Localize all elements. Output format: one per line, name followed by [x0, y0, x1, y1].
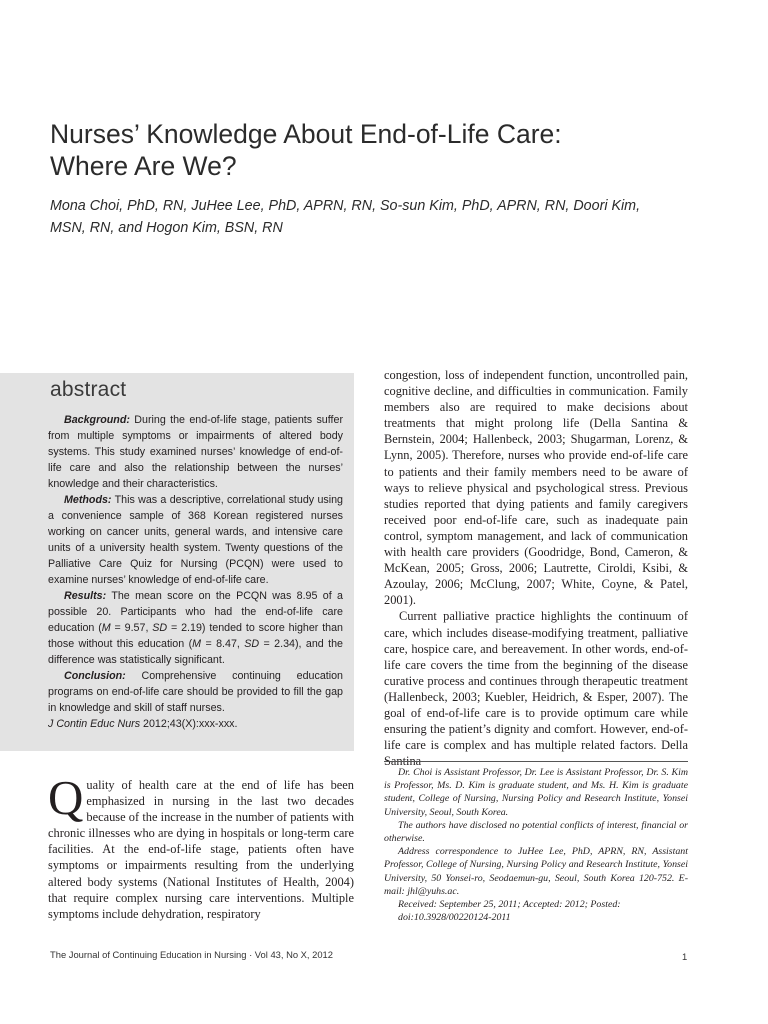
- article-title: [50, 118, 690, 182]
- abstract-body: [48, 412, 343, 732]
- results-label: Results:: [64, 590, 107, 602]
- abstract-heading: abstract: [50, 378, 127, 401]
- conclusion-label: Conclusion:: [64, 670, 126, 682]
- methods-label: Methods:: [64, 494, 112, 506]
- citation-details: 2012;43(X):xxx-xxx.: [140, 718, 238, 730]
- author-line-1: Mona Choi, PhD, RN, JuHee Lee, PhD, APRN, RN, So-sun Kim, PhD, APRN, RN, Doori Kim,: [50, 198, 641, 214]
- footnote-divider: [384, 761, 688, 762]
- abstract-methods: [48, 492, 343, 588]
- results-sd1: SD: [152, 622, 168, 634]
- drop-cap: Q: [48, 770, 84, 825]
- results-text-2: = 9.57,: [110, 622, 153, 634]
- background-label: Background:: [64, 414, 130, 426]
- footnotes: [384, 766, 688, 924]
- results-text-5: = 2.34), and the difference was statistically significant.: [48, 638, 343, 666]
- results-text-4: = 8.47,: [201, 638, 245, 650]
- citation-journal: J Contin Educ Nurs: [48, 718, 141, 730]
- conclusion-text: Comprehensive continuing education programs on end-of-life care should be provided to fill the gap in knowledge and skill of staff nurses.: [48, 670, 343, 714]
- methods-text: This was a descriptive, correlational study using a convenience sample of 368 Korean registered nurses working on cancer units, general wards, and intensive care units of a university health system. Twenty questions of the Palliative Care Quiz for Nursing (PCQN) were used to examine nurses’ knowledge of end-of-life care.: [48, 494, 343, 586]
- background-text: During the end-of-life stage, patients suffer from multiple symptoms or impairments of altered body systems. This study examined nurses’ knowledge of end-of-life care and also the relationship between the nurses’ knowledge and their characteristics.: [48, 414, 343, 490]
- abstract-conclusion: [48, 668, 343, 716]
- title-line-1: Nurses’ Knowledge About End-of-Life Care:: [50, 119, 562, 149]
- abstract-background: [48, 412, 343, 492]
- introduction: [48, 770, 354, 922]
- results-text-3: = 2.19) tended to score higher than those without this education (: [48, 622, 343, 650]
- page-number: 1: [682, 951, 688, 962]
- intro-text: uality of health care at the end of life has been emphasized in nursing in the last two decades because of the increase in the number of patients with chronic illnesses who are dying in hospitals or long-term care facilities. At the end-of-life stage, patients often have symptoms or impairments resulting from the underlying altered body systems (National Institutes of Health, 2004) that require complex nursing care interventions. Multiple symptoms include dehydration, respiratory: [48, 778, 354, 921]
- author-line-2: MSN, RN, and Hogon Kim, BSN, RN: [50, 220, 283, 236]
- results-m1: M: [101, 622, 111, 634]
- body-paragraph: Current palliative practice highlights the continuum of care, which includes disease-modifying treatment, palliative care, hospice care, and bereavement. In other words, end-of-life care covers the time from the beginning of the disease curative process and continues through therapeutic treatment (Hallenbeck, 2003; Kuebler, Heidrich, & Esper, 2007). The goal of end-of-life care is to provide optimum care while ensuring the patient’s dignity and comfort. However, end-of-life care is complex and has multiple related factors. Della Santina: [384, 609, 688, 769]
- footnote-disclosure: The authors have disclosed no potential conflicts of interest, financial or otherwise.: [384, 819, 688, 845]
- results-sd2: SD: [244, 638, 260, 650]
- author-list: [50, 195, 690, 239]
- intro-paragraph: [48, 770, 354, 922]
- body-paragraph: congestion, loss of independent function, uncontrolled pain, cognitive decline, and difficulties in communication. Family members also are required to make decisions about treatments that might prolong life (Della Santina & Bernstein, 2004; Hallenbeck, 2003; Shugarman, Lorenz, & Lynn, 2005). Therefore, nurses who provide end-of-life care to patients and their family members need to be aware of ways to relieve physical and psychological stress. Previous studies reported that dying patients and family caregivers received poor end-of-life care, such as inadequate pain control, symptom management, and lack of communication with health care providers (Goodridge, Bond, Cameron, & McKean, 2005; Gross, 2006; Lautrette, Ciroldi, Ksibi, & Azoulay, 2006; McClung, 2007; White, Coyne, & Patel, 2001).: [384, 368, 688, 608]
- right-column-text: [384, 367, 688, 769]
- title-line-2: Where Are We?: [50, 151, 237, 181]
- footnote-received: Received: September 25, 2011; Accepted: 2012; Posted:: [398, 899, 621, 911]
- footnote-doi: doi:10.3928/00220124-2011: [398, 912, 511, 924]
- results-text-1: The mean score on the PCQN was 8.95 of a possible 20. Participants who had the end-of-life care education (: [48, 590, 343, 634]
- footnote-affiliations: Dr. Choi is Assistant Professor, Dr. Lee is Assistant Professor, Dr. S. Kim is Professor, Ms. D. Kim is graduate student, and Ms. H. Kim is graduate student, College of Nursing, Nursing Policy and Research Institute, Yonsei University, Seoul, South Korea.: [384, 767, 688, 818]
- footnote-correspondence: Address correspondence to JuHee Lee, PhD, APRN, RN, Assistant Professor, College of Nursing, Nursing Policy and Research Institute, Yonsei University, 50 Yonsei-ro, Seodaemun-gu, Seoul, South Korea 120-752. E-mail: jhl@yuhs.ac.: [384, 846, 688, 897]
- results-m2: M: [192, 638, 202, 650]
- abstract-citation: [48, 716, 343, 732]
- journal-footer: The Journal of Continuing Education in Nursing · Vol 43, No X, 2012: [50, 949, 333, 960]
- abstract-results: [48, 588, 343, 668]
